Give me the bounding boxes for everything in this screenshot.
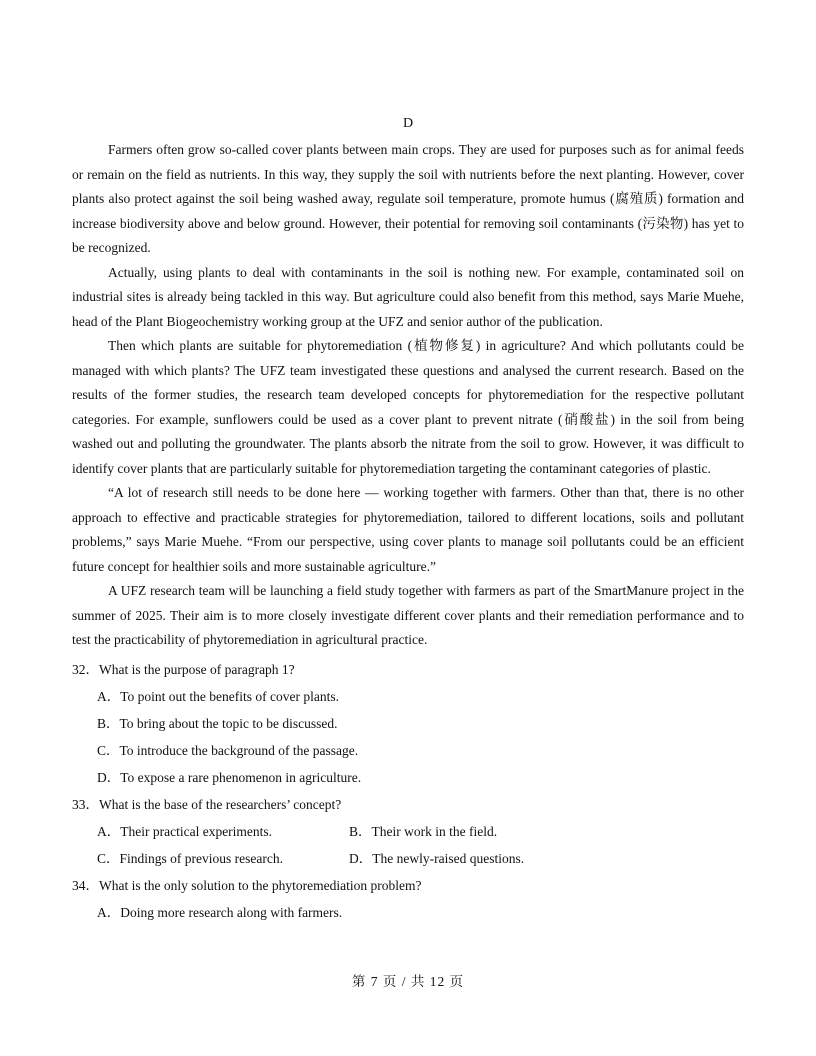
reading-passage [72, 138, 744, 653]
option-b: B．Their work in the field. [349, 823, 498, 839]
option-list [72, 818, 744, 872]
question-stem: 32．What is the purpose of paragraph 1? [72, 661, 295, 677]
passage-paragraph-1: Farmers often grow so-called cover plants between main crops. They are used for purposes such as for animal feeds or remain on the field as nutrients. In this way, they supply the soil with nutrients before the next planting. However, cover plants also protect against the soil being washed away, regulate soil temperature, promote humus (腐殖质) formation and increase biodiversity above and below ground. However, their potential for removing soil contaminants (污染物) has yet to be recognized. [72, 142, 744, 255]
option-list [72, 899, 744, 926]
question-stem: 33．What is the base of the researchers’ concept? [72, 796, 342, 812]
page-footer: 第 7 页 / 共 12 页 [351, 974, 465, 989]
option-d: D．To expose a rare phenomenon in agriculture. [97, 769, 362, 785]
option-a: A．Their practical experiments. [97, 823, 273, 839]
passage-paragraph-3: Then which plants are suitable for phytoremediation (植物修复) in agriculture? And which pollutants could be managed with which plants? The UFZ team investigated these questions and analysed the current research. Based on the results of the former studies, the research team developed concepts for phytoremediation for the respective pollutant categories. For example, sunflowers could be used as a cover plant to prevent nitrate (硝酸盐) in the soil from being washed out and polluting the groundwater. The plants absorb the nitrate from the soil to grow. However, it was difficult to identify cover plants that are particularly suitable for phytoremediation targeting the contaminant categories of plastic. [72, 338, 744, 476]
option-row [97, 845, 744, 872]
question-33 [72, 791, 744, 872]
option-a: A．Doing more research along with farmers. [97, 904, 343, 920]
passage-paragraph-2: Actually, using plants to deal with contaminants in the soil is nothing new. For example, contaminated soil on industrial sites is already being tackled in this way. But agriculture could also benefit from this method, says Marie Muehe, head of the Plant Biogeochemistry working group at the UFZ and senior author of the publication. [72, 264, 744, 329]
exam-page [72, 112, 744, 926]
question-stem: 34．What is the only solution to the phytoremediation problem? [72, 877, 422, 893]
option-list [72, 683, 744, 791]
section-heading: D [402, 116, 414, 131]
option-c: C．To introduce the background of the passage. [97, 742, 359, 758]
question-34 [72, 872, 744, 926]
option-b: B．To bring about the topic to be discussed. [97, 715, 338, 731]
question-list [72, 656, 744, 926]
option-c: C．Findings of previous research. [97, 850, 283, 866]
passage-paragraph-5: A UFZ research team will be launching a field study together with farmers as part of the SmartManure project in the summer of 2025. Their aim is to more closely investigate different cover plants and their remediation performance and to test the practicability of phytoremediation in agricultural practice. [72, 583, 744, 647]
option-row [97, 818, 744, 845]
option-d: D．The newly-raised questions. [349, 850, 525, 866]
question-32 [72, 656, 744, 791]
option-a: A．To point out the benefits of cover plants. [97, 688, 340, 704]
passage-paragraph-4: “A lot of research still needs to be done here — working together with farmers. Other than that, there is no other approach to effective and practicable strategies for phytoremediation, tailored to different locations, soils and pollutant problems,” says Marie Muehe. “From our perspective, using cover plants to manage soil pollutants could be an efficient future concept for healthier soils and more sustainable agriculture.” [72, 485, 744, 574]
